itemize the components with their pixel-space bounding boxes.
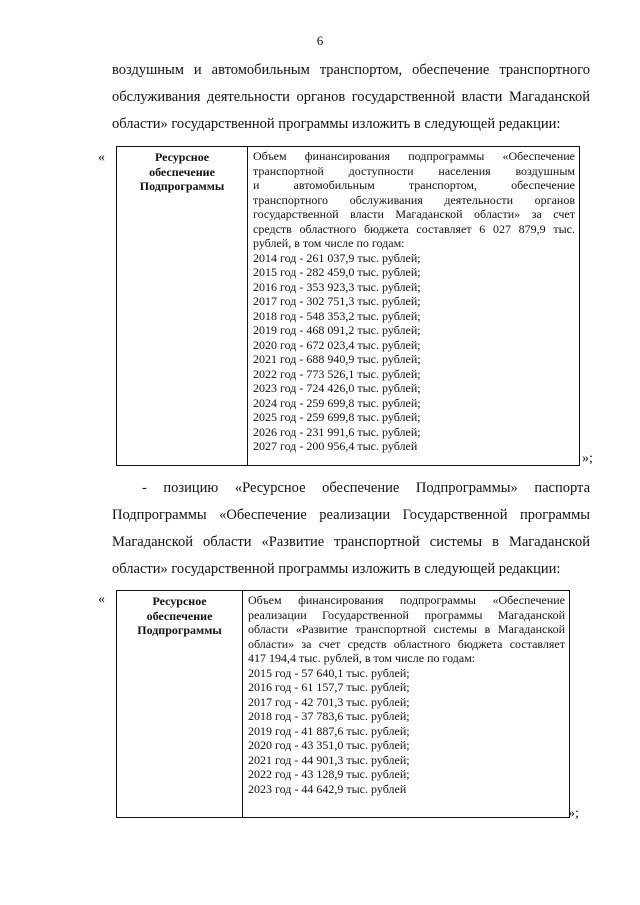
middle-line: области» государственной программы изложить в следующей редакции:: [112, 561, 561, 577]
table1-header-line: Подпрограммы: [139, 179, 225, 193]
intro-line: области» государственной программы изложить в следующей редакции:: [112, 116, 561, 132]
table1-text-line: Объем финансирования подпрограммы «Обеспечение: [253, 149, 575, 163]
table2-body-cell: [243, 591, 570, 818]
table1-year-line: 2025 год - 259 699,8 тыс. рублей;: [253, 410, 421, 424]
table2-year-line: 2021 год - 44 901,3 тыс. рублей;: [248, 752, 410, 767]
table1-year-line: 2016 год - 353 923,3 тыс. рублей;: [253, 279, 421, 294]
table2-year-line: 2018 год - 37 783,6 тыс. рублей;: [248, 709, 410, 723]
resource-table-1: [116, 146, 580, 466]
table2-header-line: обеспечение: [146, 608, 213, 623]
table2-year-line: 2019 год - 41 887,6 тыс. рублей;: [248, 723, 410, 738]
table2-year-line: 2023 год - 44 642,9 тыс. рублей: [248, 781, 407, 796]
resource-table-2: [116, 590, 570, 818]
table2-text-line: Объем финансирования подпрограммы «Обеспечение: [248, 593, 565, 607]
table1-year-line: 2018 год - 548 353,2 тыс. рублей;: [253, 308, 421, 323]
table2-text-line: 417 194,4 тыс. рублей, в том числе по годам:: [248, 651, 476, 665]
table2-close-quote: »;: [568, 806, 579, 821]
page-number: 6: [316, 33, 324, 48]
table1-text-line: государственной власти Магаданской области» за счет: [253, 207, 575, 221]
table1-year-line: 2021 год - 688 940,9 тыс. рублей;: [253, 352, 421, 366]
table1-year-line: 2027 год - 200 956,4 тыс. рублей: [253, 439, 418, 453]
table1-text-line: средств областного бюджета составляет 6 027 879,9 тыс.: [253, 221, 575, 236]
table2-header-cell: [117, 591, 243, 818]
table2-year-line: 2020 год - 43 351,0 тыс. рублей;: [248, 738, 410, 752]
intro-paragraph: [112, 57, 590, 138]
table1-year-line: 2020 год - 672 023,4 тыс. рублей;: [253, 337, 421, 352]
table1-header-line: обеспечение: [149, 164, 215, 179]
table2-year-line: 2016 год - 61 157,7 тыс. рублей;: [248, 680, 410, 694]
middle-line: - позицию «Ресурсное обеспечение Подпрограммы» паспорта: [142, 480, 590, 496]
table1-text-line: транспортного обслуживания деятельности органов: [253, 192, 575, 207]
table1-year-line: 2022 год - 773 526,1 тыс. рублей;: [253, 366, 421, 381]
table1-year-line: 2023 год - 724 426,0 тыс. рублей;: [253, 381, 421, 395]
intro-line: воздушным и автомобильным транспортом, обеспечение транспортного: [112, 62, 590, 78]
middle-line: Подпрограммы «Обеспечение реализации Государственной программы: [112, 507, 590, 523]
table2-year-line: 2022 год - 43 128,9 тыс. рублей;: [248, 767, 410, 781]
table2-text-line: области» за счет средств областного бюджета составляет: [248, 636, 565, 651]
table1-text-line: рублей, в том числе по годам:: [253, 236, 405, 250]
table2-year-line: 2017 год - 42 701,3 тыс. рублей;: [248, 694, 410, 709]
table1-year-line: 2024 год - 259 699,8 тыс. рублей;: [253, 395, 421, 410]
table1-year-line: 2015 год - 282 459,0 тыс. рублей;: [253, 265, 421, 279]
table1-year-line: 2017 год - 302 751,3 тыс. рублей;: [253, 294, 421, 308]
table2-text-line: реализации Государственной программы Магаданской: [248, 607, 565, 622]
table1-header-cell: [117, 147, 248, 466]
table2-header-line: Ресурсное: [152, 594, 207, 608]
table1-text-line: транспортной доступности населения воздушным: [253, 163, 575, 178]
table2-header-line: Подпрограммы: [137, 623, 222, 637]
table1-header-line: Ресурсное: [154, 150, 210, 164]
table1-close-quote: »;: [582, 451, 593, 466]
middle-paragraph: [112, 475, 590, 583]
table1-text-line: и автомобильным транспортом, обеспечение: [253, 178, 575, 192]
table2-year-line: 2015 год - 57 640,1 тыс. рублей;: [248, 665, 410, 680]
table2-open-quote: «: [98, 592, 105, 607]
table2-text-line: области «Развитие транспортной системы в Магаданской: [248, 622, 565, 636]
intro-line: обслуживания деятельности органов государственной власти Магаданской: [112, 89, 590, 105]
table1-open-quote: «: [98, 150, 105, 165]
middle-line: Магаданской области «Развитие транспортной системы в Магаданской: [112, 534, 590, 550]
table1-year-line: 2026 год - 231 991,6 тыс. рублей;: [253, 424, 421, 439]
table1-year-line: 2019 год - 468 091,2 тыс. рублей;: [253, 323, 421, 337]
table1-body-cell: [248, 147, 580, 466]
table1-year-line: 2014 год - 261 037,9 тыс. рублей;: [253, 250, 421, 265]
